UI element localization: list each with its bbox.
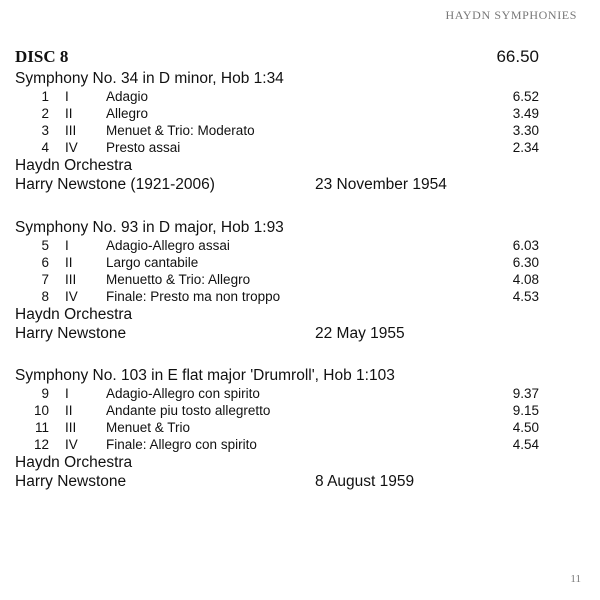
movement-number: II (65, 255, 73, 270)
track-title: Allegro (106, 106, 149, 121)
track-number: 10 (33, 403, 49, 418)
track-number: 1 (41, 89, 49, 104)
track-row (15, 436, 540, 453)
orchestra: Haydn Orchestra (15, 306, 133, 323)
work-block (15, 69, 540, 194)
track-duration: 2.34 (512, 140, 539, 155)
disc-total-time: 66.50 (496, 47, 539, 66)
movement-number: IV (65, 140, 78, 155)
movement-number: II (65, 106, 73, 121)
track-title: Largo cantabile (106, 255, 199, 270)
track-row (15, 237, 540, 254)
track-number: 2 (41, 106, 49, 121)
header-title: HAYDN SYMPHONIES (445, 8, 577, 22)
conductor: Harry Newstone (15, 325, 127, 342)
recording-date: 23 November 1954 (315, 176, 447, 193)
track-duration: 6.03 (512, 238, 539, 253)
track-number: 8 (41, 289, 49, 304)
track-duration: 6.52 (512, 89, 539, 104)
track-duration: 4.53 (512, 289, 539, 304)
recording-date: 22 May 1955 (315, 325, 405, 342)
track-duration: 6.30 (512, 255, 539, 270)
conductor-row (15, 324, 540, 343)
conductor: Harry Newstone (15, 473, 127, 490)
track-duration: 3.30 (512, 123, 539, 138)
work-title: Symphony No. 103 in E flat major 'Drumroll', Hob 1:103 (15, 367, 395, 384)
movement-number: IV (65, 437, 78, 452)
track-title: Menuet & Trio: Moderato (106, 123, 255, 138)
movement-number: I (65, 238, 69, 253)
conductor-row (15, 175, 540, 194)
work-block (15, 218, 540, 343)
orchestra: Haydn Orchestra (15, 157, 133, 174)
track-title: Andante piu tosto allegretto (106, 403, 271, 418)
track-duration: 4.08 (512, 272, 539, 287)
track-row (15, 288, 540, 305)
track-number: 11 (34, 420, 49, 435)
recording-date: 8 August 1959 (315, 473, 415, 490)
orchestra: Haydn Orchestra (15, 454, 133, 471)
movement-number: II (65, 403, 73, 418)
work-block (15, 366, 540, 491)
conductor: Harry Newstone (1921-2006) (15, 176, 215, 193)
track-number: 12 (33, 437, 49, 452)
track-row (15, 105, 540, 122)
track-row (15, 402, 540, 419)
track-number: 5 (41, 238, 49, 253)
track-row (15, 139, 540, 156)
track-title: Adagio (106, 89, 149, 104)
page-number: 11 (570, 573, 581, 585)
movement-number: I (65, 386, 69, 401)
track-title: Finale: Presto ma non troppo (106, 289, 281, 304)
movement-number: III (65, 272, 77, 287)
track-duration: 3.49 (512, 106, 539, 121)
track-title: Adagio-Allegro assai (106, 238, 230, 253)
disc-heading (15, 47, 539, 69)
track-number: 6 (41, 255, 49, 270)
track-number: 4 (41, 140, 49, 155)
track-number: 3 (41, 123, 49, 138)
work-title: Symphony No. 34 in D minor, Hob 1:34 (15, 70, 284, 87)
track-title: Finale: Allegro con spirito (106, 437, 257, 452)
track-title: Menuet & Trio (106, 420, 191, 435)
track-duration: 9.37 (512, 386, 539, 401)
conductor-row (15, 472, 540, 491)
movement-number: IV (65, 289, 78, 304)
track-title: Presto assai (106, 140, 181, 155)
track-duration: 4.50 (512, 420, 539, 435)
track-number: 9 (41, 386, 49, 401)
work-title: Symphony No. 93 in D major, Hob 1:93 (15, 219, 284, 236)
track-row (15, 122, 540, 139)
track-row (15, 254, 540, 271)
track-row (15, 88, 540, 105)
track-duration: 4.54 (512, 437, 539, 452)
disc-title: DISC 8 (15, 47, 69, 66)
movement-number: I (65, 89, 69, 104)
track-number: 7 (41, 272, 49, 287)
track-title: Menuetto & Trio: Allegro (106, 272, 251, 287)
movement-number: III (65, 420, 77, 435)
track-row (15, 385, 540, 402)
movement-number: III (65, 123, 77, 138)
track-title: Adagio-Allegro con spirito (106, 386, 260, 401)
track-row (15, 271, 540, 288)
track-row (15, 419, 540, 436)
track-duration: 9.15 (512, 403, 539, 418)
